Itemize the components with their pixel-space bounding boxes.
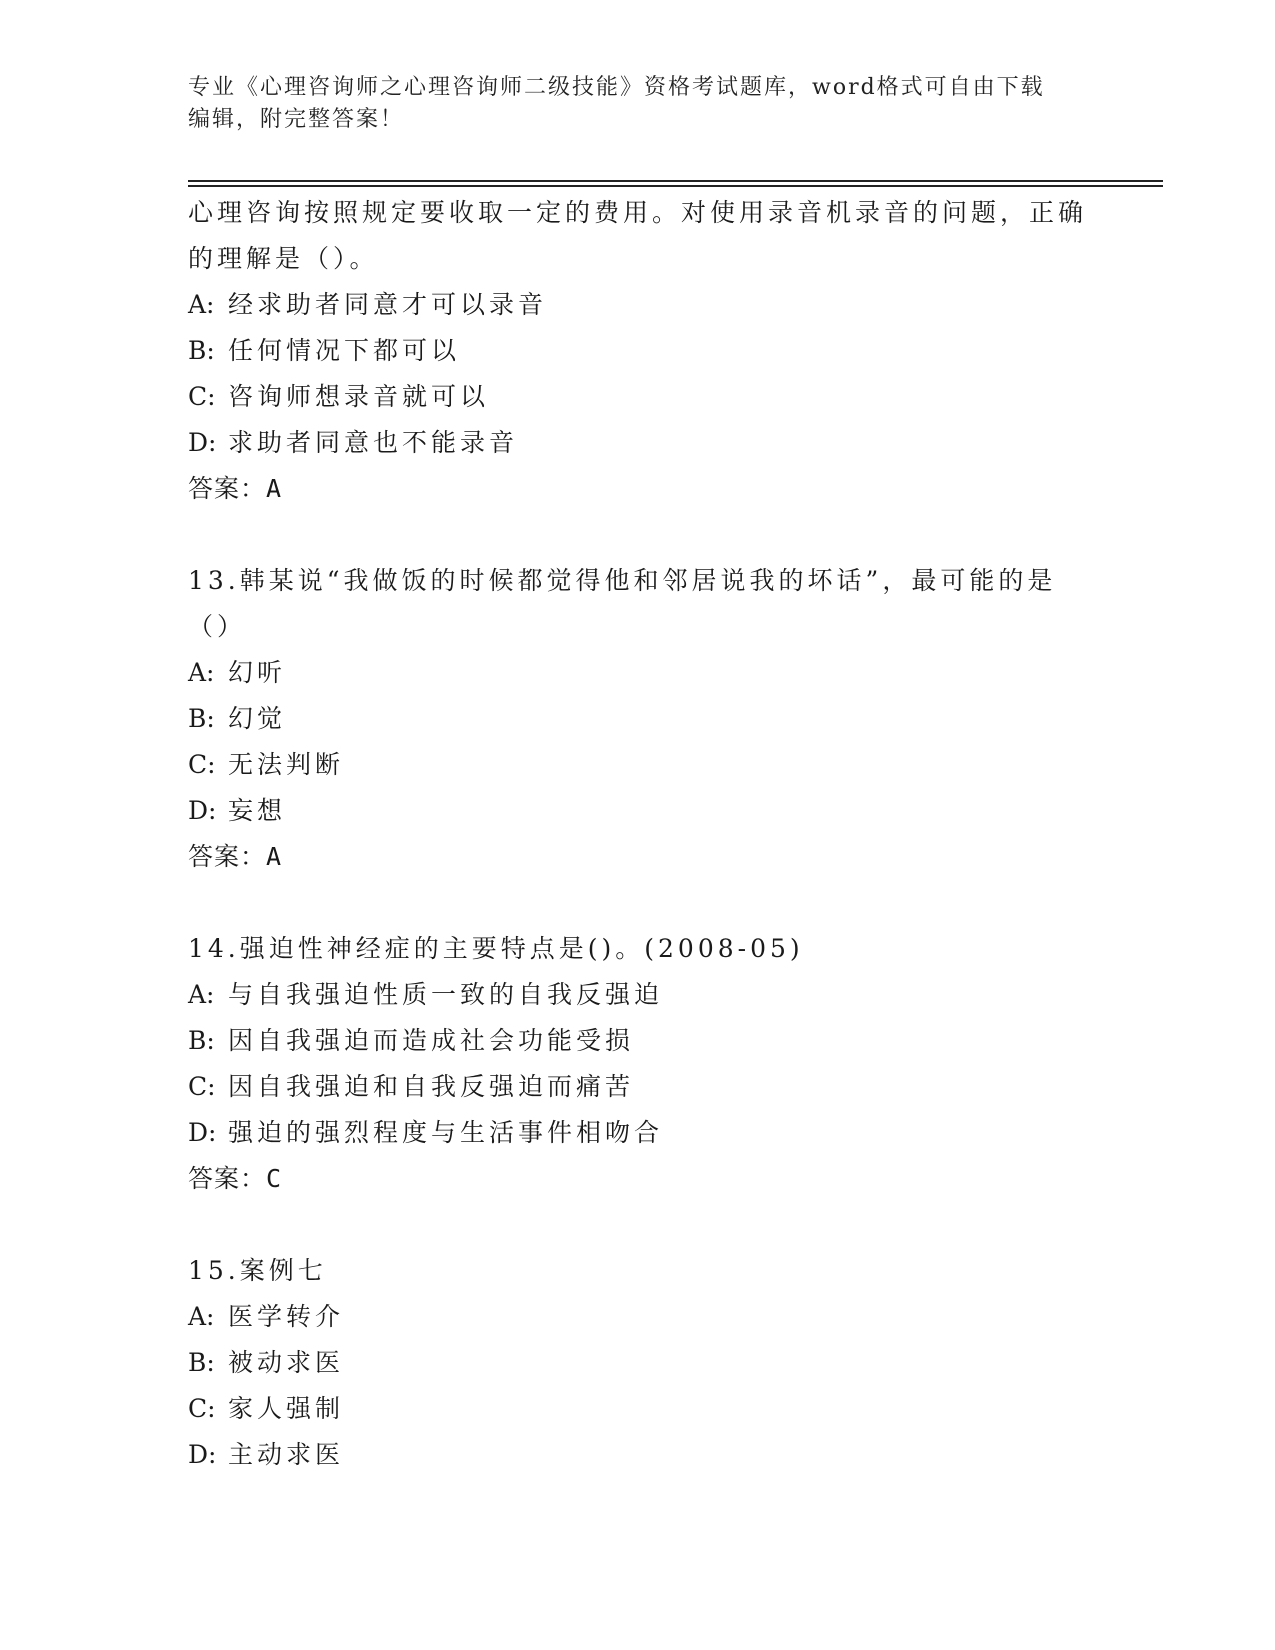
option-letter: A: <box>188 658 215 687</box>
option-letter: D: <box>188 796 217 825</box>
option-letter: D: <box>188 1440 217 1469</box>
option-c <box>188 374 1088 420</box>
page-header: 专业《心理咨询师之心理咨询师二级技能》资格考试题库，word格式可自由下载编辑，附完整答案！ <box>188 75 1045 132</box>
option-text: 家人强制 <box>228 1394 345 1423</box>
answer-line <box>188 466 1088 512</box>
option-text: 幻觉 <box>228 704 287 733</box>
option-letter: B: <box>188 704 215 733</box>
option-d <box>188 788 1088 834</box>
question-item <box>188 1248 1088 1478</box>
option-text: 求助者同意也不能录音 <box>228 428 519 457</box>
header-rule-bottom <box>188 185 1163 187</box>
spacer <box>188 1202 1088 1248</box>
option-text: 幻听 <box>228 658 287 687</box>
option-text: 与自我强迫性质一致的自我反强迫 <box>228 980 664 1009</box>
answer-value: A <box>266 842 284 871</box>
header-rule-top <box>188 180 1163 182</box>
question-list <box>188 188 1088 1478</box>
option-a <box>188 650 1088 696</box>
option-c <box>188 1064 1088 1110</box>
answer-line <box>188 1156 1088 1202</box>
spacer <box>188 880 1088 926</box>
question-stem: 心理咨询按照规定要收取一定的费用。对使用录音机录音的问题，正确的理解是（）。 <box>188 198 1088 273</box>
option-a <box>188 1294 1088 1340</box>
question-stem: 15.案例七 <box>188 1256 327 1285</box>
option-c <box>188 1386 1088 1432</box>
question-item <box>188 558 1088 880</box>
option-d <box>188 1432 1088 1478</box>
question-stem: 13.韩某说“我做饭的时候都觉得他和邻居说我的坏话”，最可能的是（） <box>188 566 1057 641</box>
question-stem: 14.强迫性神经症的主要特点是()。(2008-05) <box>188 934 804 963</box>
option-letter: D: <box>188 428 217 457</box>
question-item <box>188 190 1088 512</box>
option-letter: A: <box>188 1302 215 1331</box>
option-text: 被动求医 <box>228 1348 345 1377</box>
option-letter: B: <box>188 336 215 365</box>
option-letter: B: <box>188 1026 215 1055</box>
answer-label: 答案： <box>188 1164 267 1193</box>
option-text: 任何情况下都可以 <box>228 336 461 365</box>
option-text: 强迫的强烈程度与生活事件相吻合 <box>228 1118 664 1147</box>
option-letter: C: <box>188 750 216 779</box>
answer-value: C <box>266 1164 284 1193</box>
option-text: 经求助者同意才可以录音 <box>228 290 548 319</box>
option-b <box>188 1340 1088 1386</box>
option-letter: B: <box>188 1348 215 1377</box>
question-item <box>188 926 1088 1202</box>
option-text: 咨询师想录音就可以 <box>228 382 490 411</box>
option-text: 因自我强迫和自我反强迫而痛苦 <box>228 1072 635 1101</box>
option-a <box>188 282 1088 328</box>
option-letter: C: <box>188 382 216 411</box>
answer-label: 答案： <box>188 474 267 503</box>
option-letter: D: <box>188 1118 217 1147</box>
option-d <box>188 1110 1088 1156</box>
option-d <box>188 420 1088 466</box>
option-b <box>188 328 1088 374</box>
option-text: 因自我强迫而造成社会功能受损 <box>228 1026 635 1055</box>
option-text: 无法判断 <box>228 750 345 779</box>
option-text: 主动求医 <box>228 1440 345 1469</box>
answer-line <box>188 834 1088 880</box>
spacer <box>188 512 1088 558</box>
option-b <box>188 696 1088 742</box>
option-letter: C: <box>188 1394 216 1423</box>
option-text: 医学转介 <box>228 1302 345 1331</box>
option-a <box>188 972 1088 1018</box>
option-letter: A: <box>188 980 215 1009</box>
answer-label: 答案： <box>188 842 267 871</box>
option-letter: C: <box>188 1072 216 1101</box>
option-b <box>188 1018 1088 1064</box>
option-letter: A: <box>188 290 215 319</box>
answer-value: A <box>266 474 284 503</box>
option-c <box>188 742 1088 788</box>
option-text: 妄想 <box>228 796 287 825</box>
